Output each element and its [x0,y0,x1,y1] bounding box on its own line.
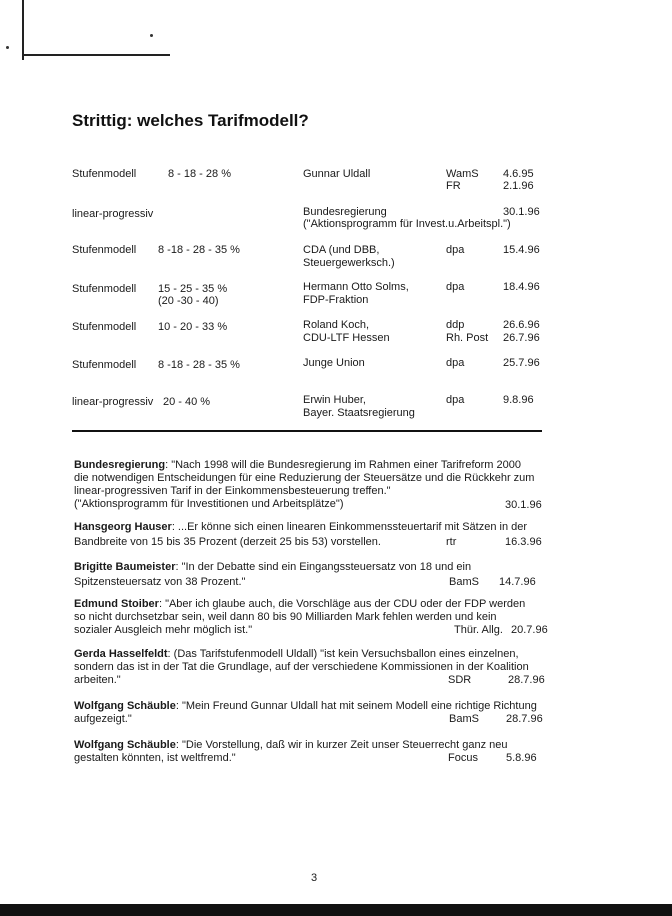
quote-source: Focus [448,752,478,764]
source-cell: Rh. Post [446,332,489,344]
proposer-cell: Roland Koch, [303,319,370,331]
model-cell: Stufenmodell [72,359,137,371]
quote-speaker: Hansgeorg Hauser [74,521,172,533]
source-cell: dpa [446,244,465,256]
proposer-cell: Erwin Huber, [303,394,366,406]
quote-date: 14.7.96 [499,576,536,588]
quote-date: 28.7.96 [508,674,545,686]
model-cell: Stufenmodell [72,244,137,256]
proposer-detail: FDP-Fraktion [303,294,369,306]
quote-text: sondern das ist in der Tat die Grundlage, auf der verschiedene Kommissionen in der Koalition [74,661,529,673]
rates-cell: 8 - 18 - 28 % [168,168,231,180]
rates-cell: 15 - 25 - 35 % [158,283,228,295]
proposer-cell: Hermann Otto Solms, [303,281,409,293]
scan-edge-mark [0,0,24,60]
model-cell: Stufenmodell [72,321,137,333]
quote-text: linear-progressiven Tarif in der Einkommensbesteuerung treffen." [74,485,391,497]
quote-block [74,700,554,726]
quote-speaker: Gerda Hasselfeldt [74,648,168,660]
quote-speaker: Brigitte Baumeister [74,561,176,573]
source-cell: FR [446,180,461,192]
quote-text: aufgezeigt." [74,713,132,725]
quote-block [74,739,554,765]
quote-block [74,521,554,549]
quote-speaker: Wolfgang Schäuble [74,739,176,751]
quote-text: Bandbreite von 15 bis 35 Prozent (derzeit 25 bis 53) vorstellen. [74,536,381,548]
quote-text: ("Aktionsprogramm für Investitionen und Arbeitsplätze") [74,498,344,510]
scan-top-line [22,54,170,56]
source-cell: dpa [446,281,465,293]
quote-text: arbeiten." [74,674,121,686]
model-cell: linear-progressiv [72,396,154,408]
page-title: Strittig: welches Tarifmodell? [72,111,309,130]
quote-date: 5.8.96 [506,752,537,764]
quote-text: sozialer Ausgleich mehr möglich ist." [74,624,253,636]
quote-text: : (Das Tarifstufenmodell Uldall) "ist kein Versuchsballon eines einzelnen, [167,648,519,660]
scan-speck [6,46,9,49]
quote-speaker: Edmund Stoiber [74,598,159,610]
quote-date: 28.7.96 [506,713,543,725]
scan-speck [150,34,153,37]
quote-text: : "Die Vorstellung, daß wir in kurzer Zeit unser Steuerrecht ganz neu [175,739,508,751]
quote-text: : "Aber ich glaube auch, die Vorschläge aus der CDU oder der FDP werden [158,598,526,610]
quote-text: : "Nach 1998 will die Bundesregierung im Rahmen einer Tarifreform 2000 [165,459,521,471]
date-cell: 15.4.96 [503,244,540,256]
proposer-detail: ("Aktionsprogramm für Invest.u.Arbeitspl.") [303,218,511,230]
quote-speaker: Wolfgang Schäuble [74,700,176,712]
quote-text: : "Mein Freund Gunnar Uldall hat mit seinem Modell eine richtige Richtung [175,700,537,712]
rates-cell: 8 -18 - 28 - 35 % [158,244,240,256]
proposer-cell: Gunnar Uldall [303,168,371,180]
model-cell: Stufenmodell [72,283,137,295]
date-cell: 30.1.96 [503,206,540,218]
date-cell: 26.7.96 [503,332,540,344]
proposer-detail: CDU-LTF Hessen [303,332,390,344]
quote-date: 20.7.96 [511,624,548,636]
quote-text: gestalten könnten, ist weltfremd." [74,752,236,764]
quote-source: BamS [449,713,479,725]
quote-date: 16.3.96 [505,536,542,548]
quote-source: BamS [449,576,479,588]
rates-cell: 20 - 40 % [163,396,211,408]
source-cell: dpa [446,357,465,369]
date-cell: 2.1.96 [503,180,534,192]
quote-block [74,648,554,687]
proposer-detail: Steuergewerksch.) [303,257,395,269]
rates-cell: 8 -18 - 28 - 35 % [158,359,240,371]
quote-block [74,459,554,511]
date-cell: 25.7.96 [503,357,540,369]
rates-cell: 10 - 20 - 33 % [158,321,228,333]
date-cell: 26.6.96 [503,319,540,331]
source-cell: ddp [446,319,465,331]
quote-block [74,561,554,589]
page-number: 3 [311,872,318,884]
date-cell: 4.6.95 [503,168,534,180]
quote-source: Thür. Allg. [454,624,503,636]
quote-date: 30.1.96 [505,499,542,511]
section-divider [72,430,542,432]
quote-text: so nicht durchsetzbar sein, weil dann 80 bis 90 Milliarden Mark fehlen werden und kein [74,611,497,623]
model-cell: linear-progressiv [72,208,154,220]
quote-speaker: Bundesregierung [74,459,166,471]
proposer-cell: Bundesregierung [303,206,387,218]
quote-text: die notwendigen Entscheidungen für eine Reduzierung der Steuersätze und die Rückkehr zum [74,472,535,484]
quote-block [74,598,554,637]
proposer-cell: CDA (und DBB, [303,244,380,256]
scan-bottom-edge [0,904,672,916]
source-cell: dpa [446,394,465,406]
proposer-detail: Bayer. Staatsregierung [303,407,415,419]
quote-text: Spitzensteuersatz von 38 Prozent." [74,576,246,588]
source-cell: WamS [446,168,479,180]
date-cell: 18.4.96 [503,281,540,293]
date-cell: 9.8.96 [503,394,534,406]
quote-text: : ...Er könne sich einen linearen Einkommenssteuertarif mit Sätzen in der [171,521,528,533]
quote-source: rtr [446,536,457,548]
quote-source: SDR [448,674,472,686]
model-cell: Stufenmodell [72,168,137,180]
rates-alt-cell: (20 -30 - 40) [158,295,219,307]
quote-text: : "In der Debatte sind ein Eingangssteuersatz von 18 und ein [175,561,472,573]
proposer-cell: Junge Union [303,357,365,369]
